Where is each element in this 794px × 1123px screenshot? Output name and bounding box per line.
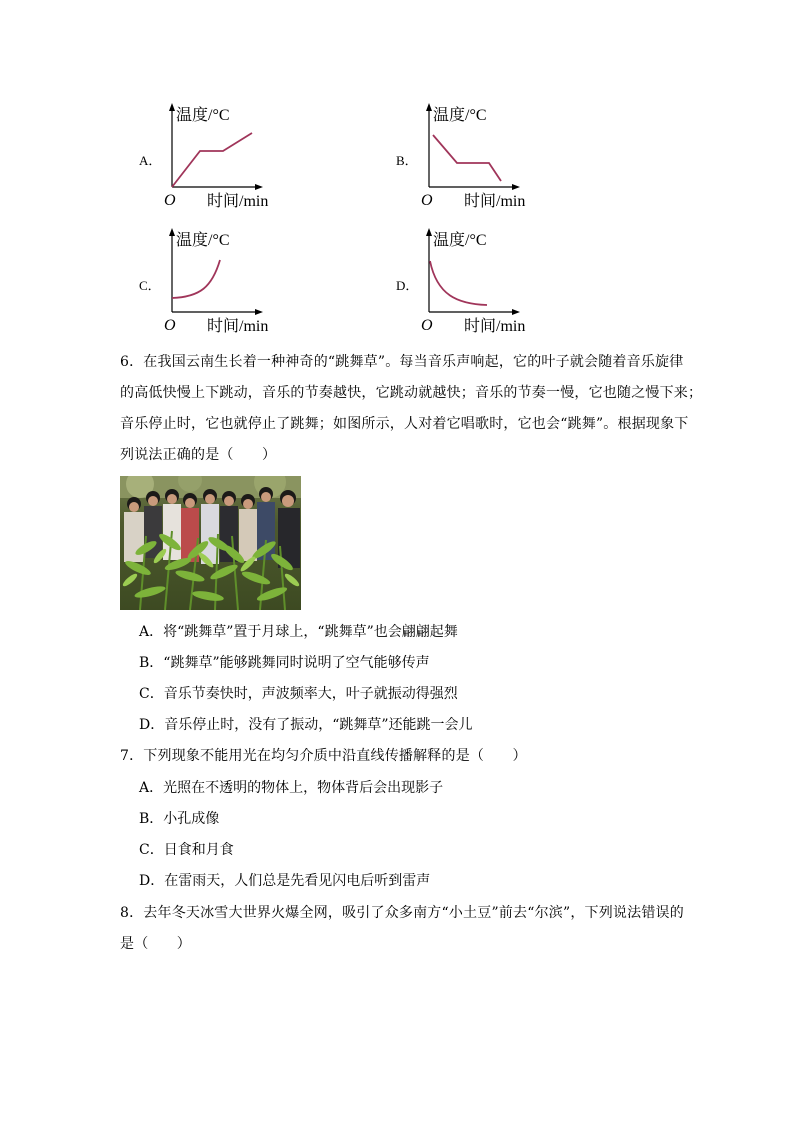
graph-a-ylabel: 温度/°C (176, 107, 230, 124)
q6-stem-line-3: 音乐停止时，它也就停止了跳舞；如图所示，人对着它唱歌时，它也会“跳舞”。根据现象下 (120, 416, 689, 432)
graph-a-origin: O (164, 192, 176, 209)
q7-option-a[interactable]: A．光照在不透明的物体上，物体背后会出现影子 (139, 780, 444, 796)
graph-c-curve (172, 260, 220, 298)
q6-stem-line-2: 的高低快慢上下跳动，音乐的节奏越快，它跳动就越快；音乐的节奏一慢，它也随之慢下来； (120, 385, 703, 401)
graph-d-ylabel: 温度/°C (433, 232, 487, 249)
graph-c (160, 225, 290, 340)
graph-b-curve (433, 135, 501, 181)
dancing-grass-photo (120, 476, 301, 610)
graph-d (417, 225, 547, 340)
q6-stem-line-4: 列说法正确的是（ ） (120, 447, 277, 463)
option-letter-d: D． (396, 278, 419, 293)
graph-a-curve (172, 133, 252, 187)
graph-a-xlabel: 时间/min (207, 193, 269, 210)
graph-c-origin: O (164, 317, 176, 334)
q6-stem-line-1: 6．在我国云南生长着一种神奇的“跳舞草”。每当音乐声响起，它的叶子就会随着音乐旋律 (120, 354, 684, 370)
option-letter-c: C． (139, 278, 161, 293)
graph-b-ylabel: 温度/°C (433, 107, 487, 124)
q6-option-b[interactable]: B．“跳舞草”能够跳舞同时说明了空气能够传声 (139, 655, 430, 671)
graph-b (417, 100, 547, 215)
graph-d-origin: O (421, 317, 433, 334)
q8-stem-line-1: 8．去年冬天冰雪大世界火爆全网，吸引了众多南方“小土豆”前去“尔滨”，下列说法错误的 (120, 905, 684, 921)
option-letter-b: B． (396, 153, 418, 168)
graph-c-xlabel: 时间/min (207, 318, 269, 335)
q7-option-c[interactable]: C．日食和月食 (139, 842, 234, 858)
option-letter-a: A． (139, 153, 162, 168)
graph-a (160, 100, 290, 215)
q8-stem-line-2: 是（ ） (120, 936, 191, 952)
graph-b-origin: O (421, 192, 433, 209)
q6-option-a[interactable]: A．将“跳舞草”置于月球上，“跳舞草”也会翩翩起舞 (139, 624, 458, 640)
graph-b-xlabel: 时间/min (464, 193, 526, 210)
q7-option-b[interactable]: B．小孔成像 (139, 811, 220, 827)
graph-d-curve (430, 261, 487, 305)
q6-option-d[interactable]: D．音乐停止时，没有了振动，“跳舞草”还能跳一会儿 (139, 717, 473, 733)
q7-stem: 7．下列现象不能用光在均匀介质中沿直线传播解释的是（ ） (120, 748, 527, 764)
q6-option-c[interactable]: C．音乐节奏快时，声波频率大，叶子就振动得强烈 (139, 686, 458, 702)
q7-option-d[interactable]: D．在雷雨天，人们总是先看见闪电后听到雷声 (139, 873, 431, 889)
graph-d-xlabel: 时间/min (464, 318, 526, 335)
graph-c-ylabel: 温度/°C (176, 232, 230, 249)
